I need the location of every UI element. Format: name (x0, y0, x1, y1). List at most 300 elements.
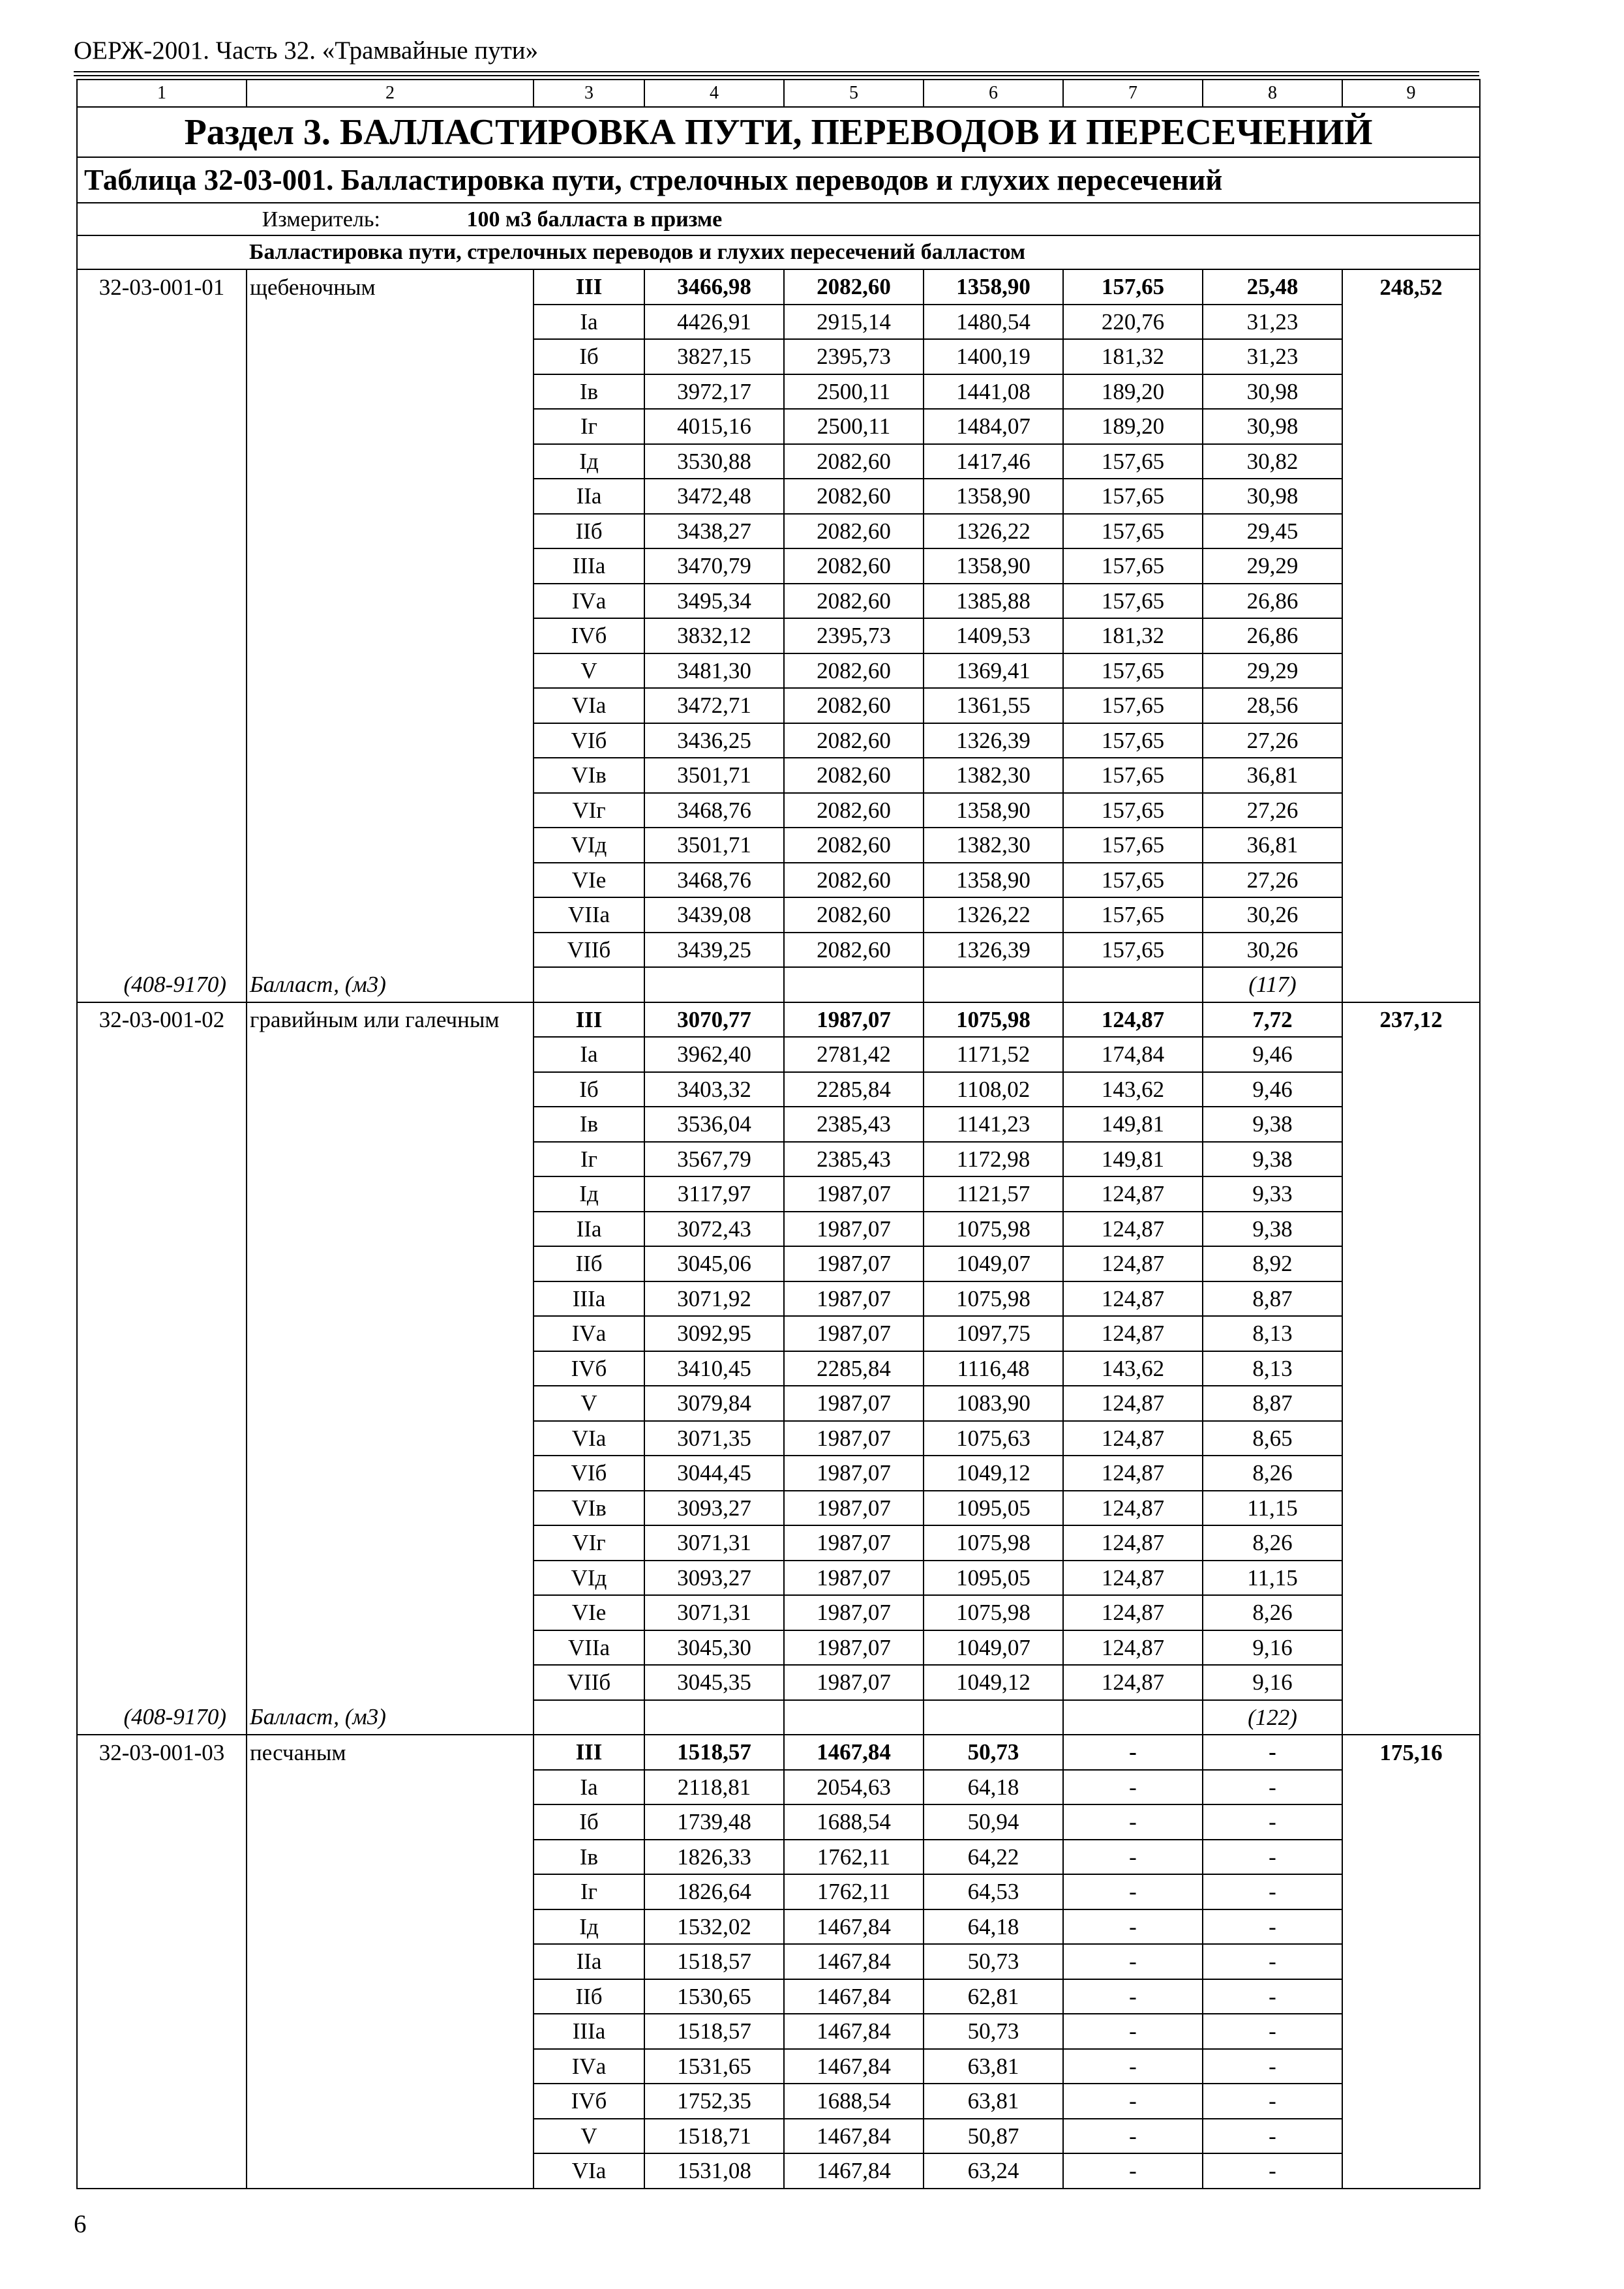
norm-code (77, 514, 247, 549)
total-cost: 3072,43 (644, 1212, 784, 1247)
work-name (247, 758, 534, 793)
total-cost: 3530,88 (644, 444, 784, 479)
total-cost: 1739,48 (644, 1804, 784, 1840)
wages: 2082,60 (784, 863, 924, 898)
total-cost: 3093,27 (644, 1491, 784, 1526)
table-row (77, 269, 1480, 305)
labor-cost (1342, 1386, 1480, 1421)
norm-code (77, 2119, 247, 2154)
machines: 1361,55 (924, 688, 1063, 723)
machinist-wages: 157,65 (1063, 514, 1203, 549)
labor-cost (1342, 618, 1480, 653)
labor-cost (1342, 1316, 1480, 1351)
work-name (247, 793, 534, 828)
total-cost: 3436,25 (644, 723, 784, 758)
total-cost: 3079,84 (644, 1386, 784, 1421)
machinist-wages: - (1063, 2014, 1203, 2049)
work-name (247, 584, 534, 619)
table-row (77, 1491, 1480, 1526)
table-row (77, 1979, 1480, 2014)
table-row (77, 2084, 1480, 2119)
labor-cost (1342, 1142, 1480, 1177)
section-title: Раздел 3. БАЛЛАСТИРОВКА ПУТИ, ПЕРЕВОДОВ И ПЕРЕСЕЧЕНИЙ (77, 107, 1480, 157)
track-type: VIа (534, 1421, 644, 1456)
track-type: IIа (534, 479, 644, 514)
track-type: IIIа (534, 548, 644, 584)
machinist-wages: - (1063, 1979, 1203, 2014)
materials: 9,46 (1203, 1037, 1342, 1072)
machines: 1172,98 (924, 1142, 1063, 1177)
labor-cost (1342, 305, 1480, 340)
track-type: VIIа (534, 897, 644, 933)
wages: 1688,54 (784, 1804, 924, 1840)
materials: 29,45 (1203, 514, 1342, 549)
work-name (247, 339, 534, 374)
wages: 2781,42 (784, 1037, 924, 1072)
wages: 1467,84 (784, 1735, 924, 1770)
machinist-wages: 157,65 (1063, 933, 1203, 968)
wages: 1987,07 (784, 1176, 924, 1212)
machinist-wages: - (1063, 1909, 1203, 1945)
total-cost: 3093,27 (644, 1561, 784, 1596)
track-type: Iв (534, 1840, 644, 1875)
work-name (247, 2049, 534, 2084)
machines: 1049,12 (924, 1456, 1063, 1491)
work-name (247, 1909, 534, 1945)
materials: 28,56 (1203, 688, 1342, 723)
materials: - (1203, 1770, 1342, 1805)
norm-code (77, 1072, 247, 1107)
machines: 1095,05 (924, 1561, 1063, 1596)
labor-cost (1342, 1840, 1480, 1875)
machines: 1121,57 (924, 1176, 1063, 1212)
table-row (77, 548, 1480, 584)
table-row (77, 1107, 1480, 1142)
wages: 1987,07 (784, 1561, 924, 1596)
norm-code (77, 1595, 247, 1630)
track-type: Iб (534, 1072, 644, 1107)
norm-code: 32-03-001-01 (77, 269, 247, 305)
machines: 50,94 (924, 1804, 1063, 1840)
labor-cost (1342, 584, 1480, 619)
track-type: III (534, 269, 644, 305)
wages: 2395,73 (784, 339, 924, 374)
norm-code (77, 723, 247, 758)
total-cost: 4426,91 (644, 305, 784, 340)
machines: 1171,52 (924, 1037, 1063, 1072)
norm-code: 32-03-001-03 (77, 1735, 247, 1770)
norm-code (77, 1874, 247, 1909)
labor-cost (1342, 1909, 1480, 1945)
table-row (77, 444, 1480, 479)
machinist-wages: 157,65 (1063, 688, 1203, 723)
machines: 1075,98 (924, 1002, 1063, 1038)
machinist-wages: 157,65 (1063, 793, 1203, 828)
materials: - (1203, 1979, 1342, 2014)
wages: 1762,11 (784, 1840, 924, 1875)
table-row (77, 339, 1480, 374)
machines: 1083,90 (924, 1386, 1063, 1421)
materials: 8,65 (1203, 1421, 1342, 1456)
machines: 62,81 (924, 1979, 1063, 2014)
labor-cost (1342, 1665, 1480, 1700)
track-type: V (534, 2119, 644, 2154)
machinist-wages: 124,87 (1063, 1561, 1203, 1596)
norm-code (77, 1351, 247, 1386)
total-cost: 3071,31 (644, 1595, 784, 1630)
track-type: VIв (534, 758, 644, 793)
norm-code (77, 1386, 247, 1421)
materials: 9,33 (1203, 1176, 1342, 1212)
labor-cost (1342, 1561, 1480, 1596)
machines: 1358,90 (924, 269, 1063, 305)
wages: 1987,07 (784, 1316, 924, 1351)
machinist-wages: - (1063, 2049, 1203, 2084)
wages: 2082,60 (784, 758, 924, 793)
wages: 1467,84 (784, 1909, 924, 1945)
table-row (77, 723, 1480, 758)
wages: 2082,60 (784, 723, 924, 758)
work-name (247, 933, 534, 968)
norm-code (77, 793, 247, 828)
norm-code (77, 618, 247, 653)
total-cost: 1826,33 (644, 1840, 784, 1875)
table-row (77, 1840, 1480, 1875)
machinist-wages: 124,87 (1063, 1386, 1203, 1421)
wages: 1987,07 (784, 1491, 924, 1526)
norm-code (77, 2084, 247, 2119)
table-row (77, 1770, 1480, 1805)
materials: 8,13 (1203, 1351, 1342, 1386)
total-cost: 3071,35 (644, 1421, 784, 1456)
total-cost: 3501,71 (644, 758, 784, 793)
materials: - (1203, 2119, 1342, 2154)
wages: 2385,43 (784, 1142, 924, 1177)
materials: 30,98 (1203, 479, 1342, 514)
wages: 2082,60 (784, 897, 924, 933)
empty-cell (1063, 1700, 1203, 1735)
measure-label: Измеритель: (262, 207, 380, 232)
page-header: ОЕРЖ-2001. Часть 32. «Трамвайные пути» (74, 37, 539, 65)
machinist-wages: - (1063, 2153, 1203, 2189)
track-type: VIа (534, 688, 644, 723)
track-type: VIг (534, 793, 644, 828)
wages: 1987,07 (784, 1386, 924, 1421)
empty-cell (1063, 967, 1203, 1002)
work-name (247, 1770, 534, 1805)
column-number: 4 (644, 80, 784, 107)
ballast-label: Балласт, (м3) (247, 1700, 534, 1735)
machinist-wages: - (1063, 1804, 1203, 1840)
work-name (247, 1456, 534, 1491)
wages: 2054,63 (784, 1770, 924, 1805)
work-name (247, 444, 534, 479)
norm-code (77, 758, 247, 793)
machinist-wages: 157,65 (1063, 758, 1203, 793)
total-cost: 3439,08 (644, 897, 784, 933)
norm-code (77, 1421, 247, 1456)
machines: 1480,54 (924, 305, 1063, 340)
track-type: IIб (534, 514, 644, 549)
empty-cell (534, 1700, 644, 1735)
materials: 8,87 (1203, 1386, 1342, 1421)
empty-cell (1342, 1700, 1480, 1735)
machinist-wages: 149,81 (1063, 1107, 1203, 1142)
machines: 1075,98 (924, 1281, 1063, 1317)
table-row (77, 1212, 1480, 1247)
total-cost: 3832,12 (644, 618, 784, 653)
table-row (77, 1456, 1480, 1491)
wages: 2082,60 (784, 828, 924, 863)
work-name (247, 1421, 534, 1456)
labor-cost (1342, 339, 1480, 374)
machinist-wages: 189,20 (1063, 374, 1203, 410)
table-row (77, 305, 1480, 340)
track-type: Iв (534, 1107, 644, 1142)
materials: 31,23 (1203, 339, 1342, 374)
norm-code (77, 1281, 247, 1317)
machinist-wages: 157,65 (1063, 863, 1203, 898)
materials: 29,29 (1203, 548, 1342, 584)
total-cost: 2118,81 (644, 1770, 784, 1805)
table-row (77, 828, 1480, 863)
wages: 2082,60 (784, 514, 924, 549)
column-number: 6 (924, 80, 1063, 107)
norm-code (77, 1525, 247, 1561)
total-cost: 3071,31 (644, 1525, 784, 1561)
norm-code (77, 653, 247, 689)
norm-code (77, 1491, 247, 1526)
empty-cell (644, 1700, 784, 1735)
table-row (77, 1804, 1480, 1840)
materials: 8,87 (1203, 1281, 1342, 1317)
norm-code (77, 1909, 247, 1945)
track-type: VIIа (534, 1630, 644, 1666)
norm-code (77, 1804, 247, 1840)
empty-cell (534, 967, 644, 1002)
table-row (77, 2153, 1480, 2189)
measure-row (77, 203, 1480, 235)
total-cost: 1518,71 (644, 2119, 784, 2154)
work-name (247, 1979, 534, 2014)
materials: 36,81 (1203, 758, 1342, 793)
materials: 30,26 (1203, 933, 1342, 968)
work-name (247, 1525, 534, 1561)
track-type: Iг (534, 1142, 644, 1177)
empty-cell (784, 1700, 924, 1735)
wages: 2285,84 (784, 1351, 924, 1386)
materials: 11,15 (1203, 1561, 1342, 1596)
total-cost: 1531,08 (644, 2153, 784, 2189)
materials: 27,26 (1203, 793, 1342, 828)
total-cost: 1532,02 (644, 1909, 784, 1945)
table-row (77, 584, 1480, 619)
work-name (247, 479, 534, 514)
machines: 1075,63 (924, 1421, 1063, 1456)
materials: - (1203, 1735, 1342, 1770)
total-cost: 3071,92 (644, 1281, 784, 1317)
wages: 2082,60 (784, 688, 924, 723)
labor-cost (1342, 1944, 1480, 1979)
materials: 8,26 (1203, 1595, 1342, 1630)
work-name (247, 688, 534, 723)
labor-cost (1342, 548, 1480, 584)
machines: 1326,22 (924, 514, 1063, 549)
norm-code (77, 688, 247, 723)
labor-cost (1342, 1107, 1480, 1142)
wages: 2082,60 (784, 444, 924, 479)
machinist-wages: 157,65 (1063, 828, 1203, 863)
total-cost: 3495,34 (644, 584, 784, 619)
wages: 2082,60 (784, 933, 924, 968)
machinist-wages: 181,32 (1063, 339, 1203, 374)
wages: 1987,07 (784, 1002, 924, 1038)
total-cost: 3438,27 (644, 514, 784, 549)
materials: - (1203, 1840, 1342, 1875)
labor-cost (1342, 828, 1480, 863)
work-name (247, 1212, 534, 1247)
page-number: 6 (74, 2210, 87, 2238)
labor-cost: 248,52 (1342, 269, 1480, 305)
machinist-wages: 124,87 (1063, 1002, 1203, 1038)
table-row (77, 1595, 1480, 1630)
machinist-wages: 124,87 (1063, 1281, 1203, 1317)
machinist-wages: 124,87 (1063, 1421, 1203, 1456)
labor-cost (1342, 2049, 1480, 2084)
machines: 1326,39 (924, 723, 1063, 758)
norm-code (77, 1212, 247, 1247)
wages: 2082,60 (784, 584, 924, 619)
norm-code (77, 479, 247, 514)
work-name: песчаным (247, 1735, 534, 1770)
wages: 1987,07 (784, 1421, 924, 1456)
table-row (77, 1176, 1480, 1212)
track-type: IVа (534, 584, 644, 619)
norm-code (77, 305, 247, 340)
total-cost: 3045,35 (644, 1665, 784, 1700)
empty-cell (924, 1700, 1063, 1735)
machinist-wages: - (1063, 2119, 1203, 2154)
machines: 1400,19 (924, 339, 1063, 374)
header-rule-2 (74, 75, 1479, 76)
machines: 64,22 (924, 1840, 1063, 1875)
table-row (77, 374, 1480, 410)
wages: 2385,43 (784, 1107, 924, 1142)
norm-code (77, 863, 247, 898)
materials: 26,86 (1203, 618, 1342, 653)
norm-code (77, 1246, 247, 1281)
machines: 1382,30 (924, 828, 1063, 863)
norm-code (77, 2153, 247, 2189)
track-type: VIб (534, 723, 644, 758)
machines: 1358,90 (924, 863, 1063, 898)
wages: 1987,07 (784, 1456, 924, 1491)
table-row (77, 1386, 1480, 1421)
work-name (247, 2153, 534, 2189)
work-name: щебеночным (247, 269, 534, 305)
track-type: IVб (534, 618, 644, 653)
machines: 1075,98 (924, 1595, 1063, 1630)
wages: 2395,73 (784, 618, 924, 653)
track-type: Iв (534, 374, 644, 410)
machines: 1116,48 (924, 1351, 1063, 1386)
table-row (77, 758, 1480, 793)
total-cost: 3045,30 (644, 1630, 784, 1666)
machines: 1326,39 (924, 933, 1063, 968)
work-name (247, 1142, 534, 1177)
machinist-wages: 124,87 (1063, 1246, 1203, 1281)
track-type: Iа (534, 305, 644, 340)
track-type: Iд (534, 444, 644, 479)
norm-code (77, 897, 247, 933)
work-name (247, 1944, 534, 1979)
work-name (247, 1874, 534, 1909)
wages: 2082,60 (784, 269, 924, 305)
machines: 1441,08 (924, 374, 1063, 410)
table-row (77, 1246, 1480, 1281)
labor-cost (1342, 2119, 1480, 2154)
empty-cell (784, 967, 924, 1002)
labor-cost (1342, 688, 1480, 723)
machines: 1369,41 (924, 653, 1063, 689)
total-cost: 3567,79 (644, 1142, 784, 1177)
materials: 31,23 (1203, 305, 1342, 340)
norm-code (77, 1456, 247, 1491)
track-type: Iб (534, 339, 644, 374)
labor-cost (1342, 2014, 1480, 2049)
machinist-wages: 124,87 (1063, 1176, 1203, 1212)
norm-code (77, 374, 247, 410)
materials: 9,38 (1203, 1142, 1342, 1177)
work-name (247, 2119, 534, 2154)
materials: 9,46 (1203, 1072, 1342, 1107)
table-row (77, 618, 1480, 653)
wages: 1987,07 (784, 1630, 924, 1666)
track-type: VIб (534, 1456, 644, 1491)
norm-code (77, 1630, 247, 1666)
work-name (247, 514, 534, 549)
column-number-row (77, 80, 1480, 107)
materials: 27,26 (1203, 863, 1342, 898)
wages: 1467,84 (784, 1944, 924, 1979)
machinist-wages: 124,87 (1063, 1630, 1203, 1666)
labor-cost (1342, 653, 1480, 689)
column-number: 7 (1063, 80, 1203, 107)
materials: 7,72 (1203, 1002, 1342, 1038)
materials: - (1203, 2084, 1342, 2119)
machines: 63,81 (924, 2049, 1063, 2084)
machinist-wages: 157,65 (1063, 548, 1203, 584)
table-row (77, 1874, 1480, 1909)
table-row (77, 514, 1480, 549)
track-type: VIг (534, 1525, 644, 1561)
labor-cost (1342, 479, 1480, 514)
labor-cost (1342, 1979, 1480, 2014)
machines: 1049,07 (924, 1246, 1063, 1281)
work-name (247, 374, 534, 410)
wages: 1467,84 (784, 2119, 924, 2154)
total-cost: 3501,71 (644, 828, 784, 863)
norm-code (77, 933, 247, 968)
total-cost: 3972,17 (644, 374, 784, 410)
materials: 26,86 (1203, 584, 1342, 619)
materials: - (1203, 1944, 1342, 1979)
machines: 64,53 (924, 1874, 1063, 1909)
labor-cost (1342, 1630, 1480, 1666)
work-name (247, 618, 534, 653)
norm-code (77, 2014, 247, 2049)
work-name (247, 897, 534, 933)
